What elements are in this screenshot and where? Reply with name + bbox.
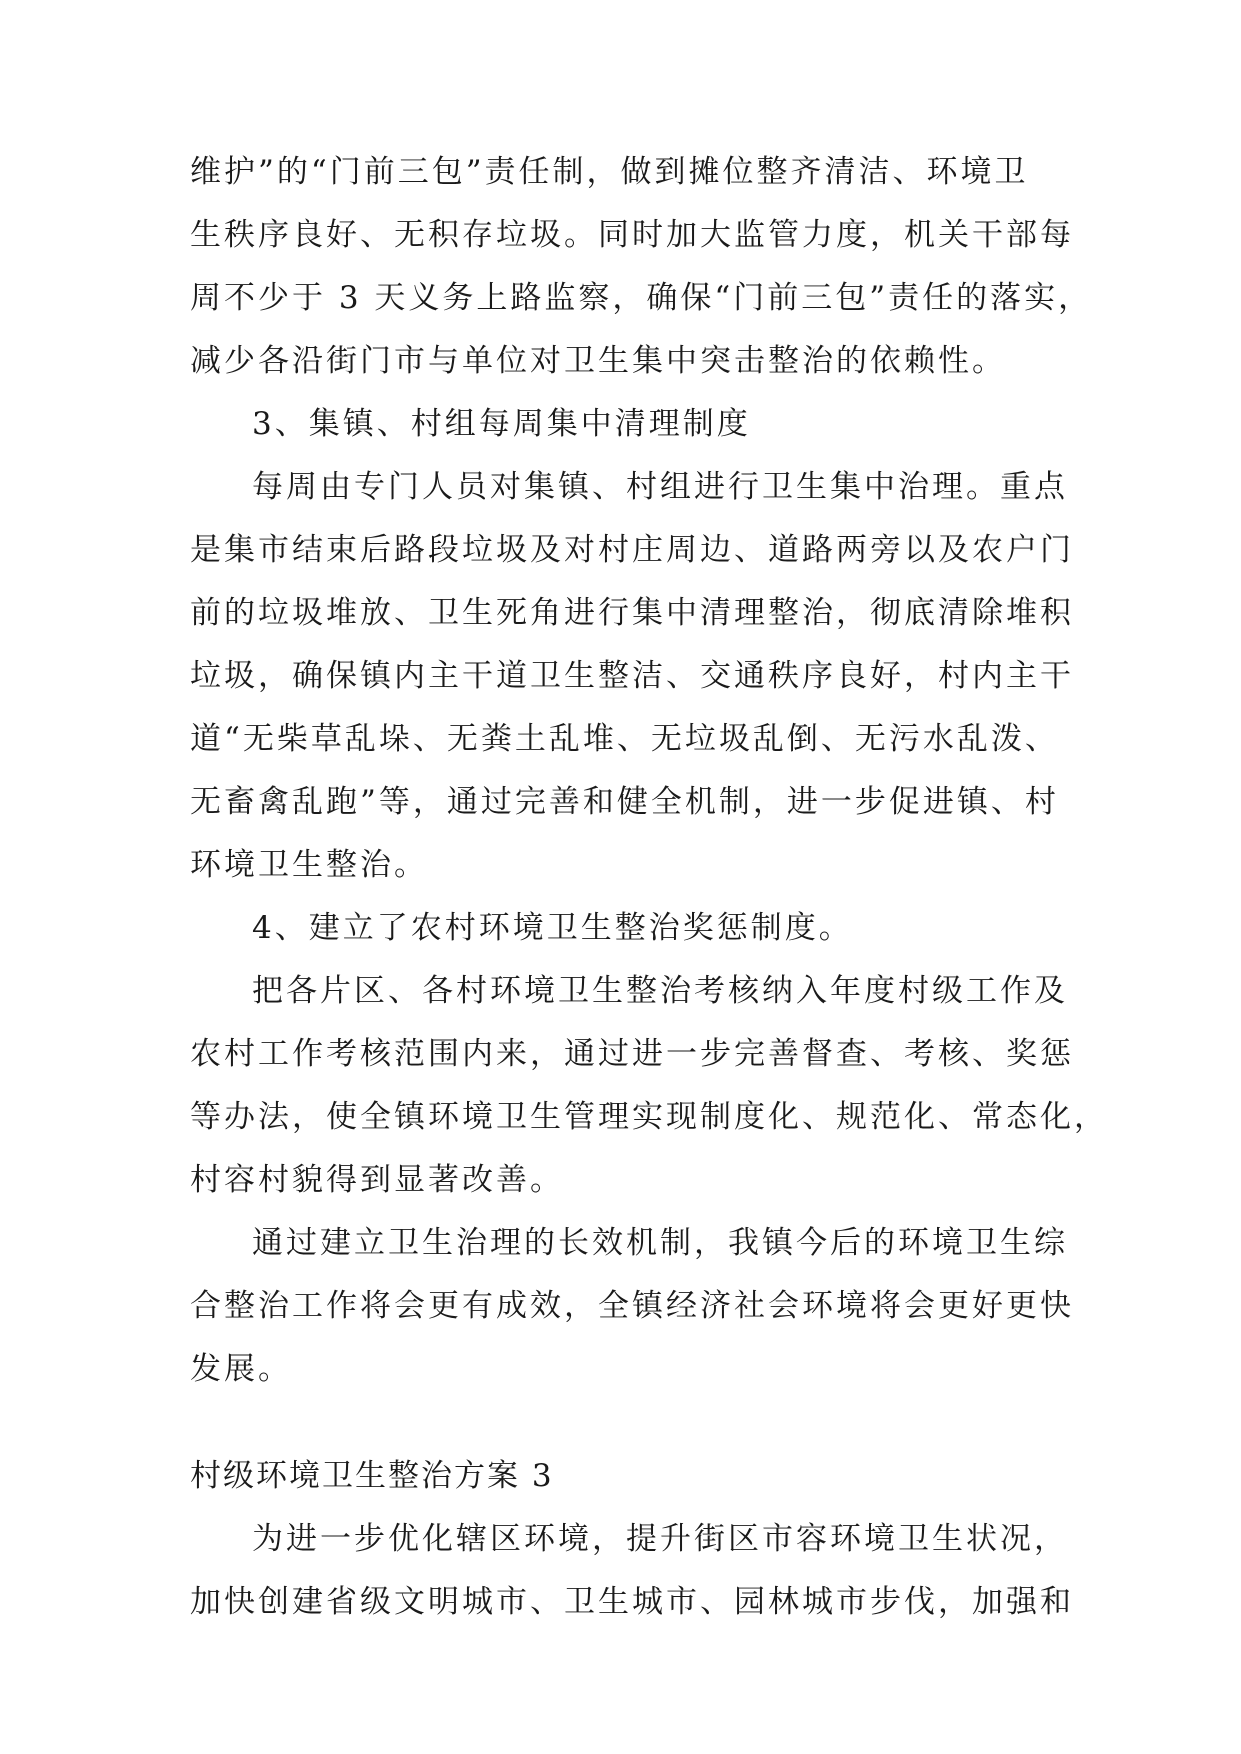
body-text-line: 把各片区、各村环境卫生整治考核纳入年度村级工作及 bbox=[252, 973, 1068, 1009]
body-text-line: 周不少于 3 天义务上路监察，确保“门前三包”责任的落实， bbox=[190, 280, 1093, 316]
section-heading: 4、建立了农村环境卫生整治奖惩制度。 bbox=[252, 910, 853, 946]
body-text-line: 无畜禽乱跑”等，通过完善和健全机制，进一步促进镇、村 bbox=[190, 784, 1059, 820]
body-text-line: 为进一步优化辖区环境，提升街区市容环境卫生状况， bbox=[252, 1521, 1068, 1557]
body-text-line: 道“无柴草乱垛、无粪土乱堆、无垃圾乱倒、无污水乱泼、 bbox=[190, 721, 1059, 757]
body-text-line: 生秩序良好、无积存垃圾。同时加大监管力度，机关干部每 bbox=[190, 217, 1074, 253]
document-section-title: 村级环境卫生整治方案 3 bbox=[190, 1458, 554, 1494]
body-text-line: 农村工作考核范围内来，通过进一步完善督查、考核、奖惩 bbox=[190, 1036, 1074, 1072]
body-text-line: 加快创建省级文明城市、卫生城市、园林城市步伐，加强和 bbox=[190, 1584, 1074, 1620]
body-text-line: 是集市结束后路段垃圾及对村庄周边、道路两旁以及农户门 bbox=[190, 532, 1074, 568]
body-text-line: 环境卫生整治。 bbox=[190, 847, 428, 883]
body-text-line: 每周由专门人员对集镇、村组进行卫生集中治理。重点 bbox=[252, 469, 1068, 505]
body-text-line: 维护”的“门前三包”责任制，做到摊位整齐清洁、环境卫 bbox=[190, 154, 1029, 190]
body-text-line: 前的垃圾堆放、卫生死角进行集中清理整治，彻底清除堆积 bbox=[190, 595, 1074, 631]
section-heading: 3、集镇、村组每周集中清理制度 bbox=[252, 406, 751, 442]
body-text-line: 发展。 bbox=[190, 1351, 292, 1387]
body-text-line: 垃圾，确保镇内主干道卫生整洁、交通秩序良好，村内主干 bbox=[190, 658, 1074, 694]
body-text-line: 合整治工作将会更有成效，全镇经济社会环境将会更好更快 bbox=[190, 1288, 1074, 1324]
body-text-line: 村容村貌得到显著改善。 bbox=[190, 1162, 564, 1198]
body-text-line: 减少各沿街门市与单位对卫生集中突击整治的依赖性。 bbox=[190, 343, 1006, 379]
body-text-line: 等办法，使全镇环境卫生管理实现制度化、规范化、常态化， bbox=[190, 1099, 1108, 1135]
body-text-line: 通过建立卫生治理的长效机制，我镇今后的环境卫生综 bbox=[252, 1225, 1068, 1261]
